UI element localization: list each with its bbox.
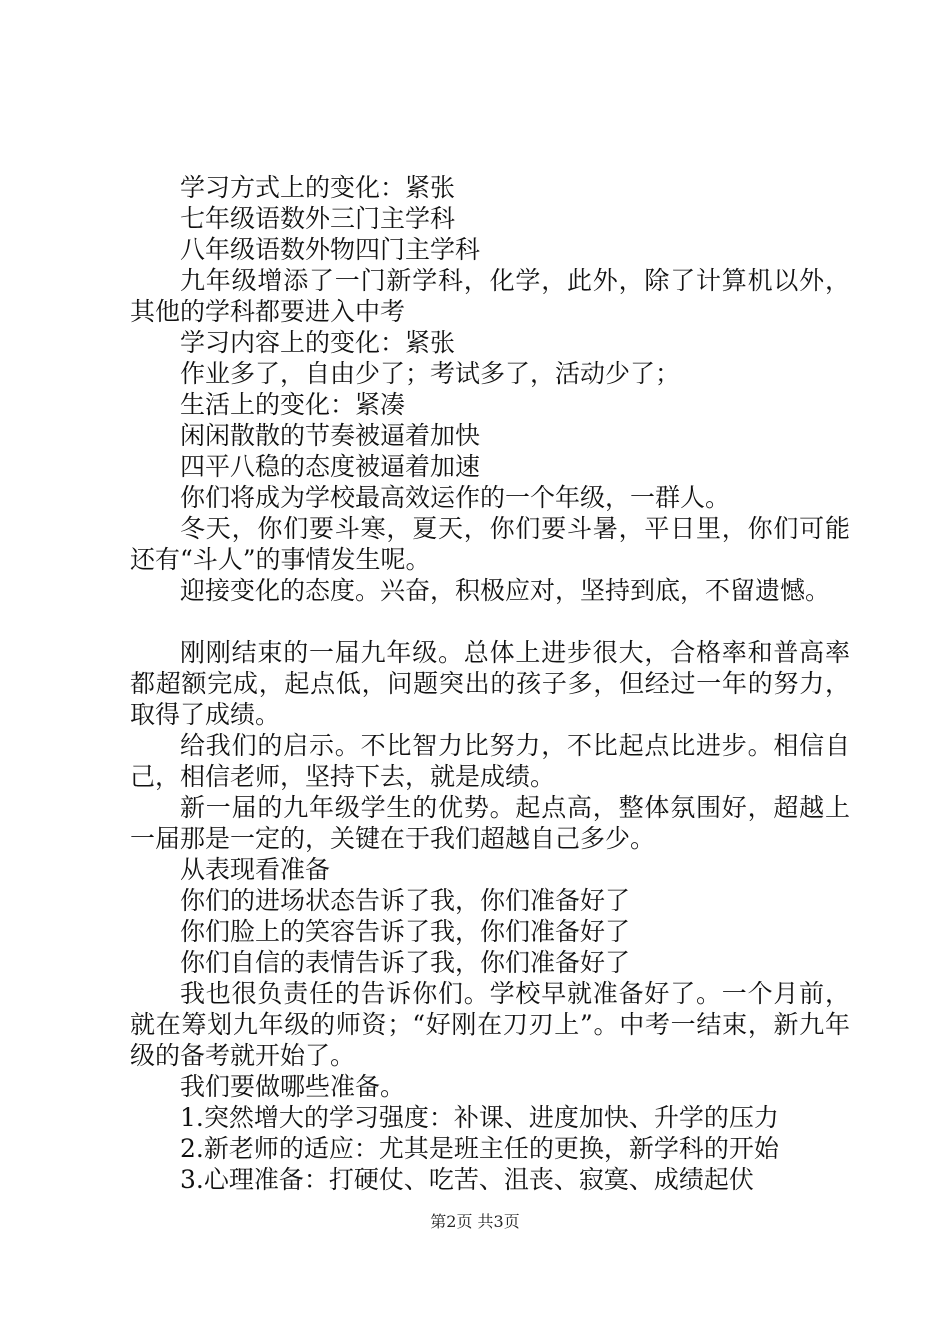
paragraph: 迎接变化的态度。兴奋，积极应对，坚持到底，不留遗憾。 [180,576,831,605]
list-item: 2.新老师的适应：尤其是班主任的更换，新学科的开始 [180,1134,779,1163]
paragraph: 你们自信的表情告诉了我，你们准备好了 [180,948,631,977]
paragraph: 冬天，你们要斗寒，夏天，你们要斗暑，平日里，你们可能还有“斗人”的事情发生呢。 [130,514,850,574]
paragraph: 四平八稳的态度被逼着加速 [180,452,481,481]
paragraph: 九年级增添了一门新学科，化学，此外，除了计算机以外，其他的学科都要进入中考 [130,266,850,326]
page-footer: 第2页 共3页 [430,1212,520,1231]
paragraph: 七年级语数外三门主学科 [180,204,456,233]
document-body [130,172,850,1195]
paragraph: 你们的进场状态告诉了我，你们准备好了 [180,886,631,915]
paragraph: 我也很负责任的告诉你们。学校早就准备好了。一个月前，就在筹划九年级的师资；“好刚在刀刃上”。中考一结束，新九年级的备考就开始了。 [130,979,850,1070]
paragraph: 从表现看准备 [180,855,331,884]
paragraph: 学习方式上的变化：紧张 [180,173,456,202]
paragraph: 你们脸上的笑容告诉了我，你们准备好了 [180,917,631,946]
paragraph: 你们将成为学校最高效运作的一个年级，一群人。 [180,483,731,512]
paragraph: 作业多了，自由少了；考试多了，活动少了； [180,359,681,388]
paragraph: 学习内容上的变化：紧张 [180,328,456,357]
paragraph: 给我们的启示。不比智力比努力，不比起点比进步。相信自己，相信老师，坚持下去，就是成绩。 [130,731,850,791]
paragraph: 我们要做哪些准备。 [180,1072,406,1101]
paragraph: 新一届的九年级学生的优势。起点高，整体氛围好，超越上一届那是一定的，关键在于我们超越自己多少。 [130,793,850,853]
list-item: 3.心理准备：打硬仗、吃苦、沮丧、寂寞、成绩起伏 [180,1165,754,1194]
list-item: 1.突然增大的学习强度：补课、进度加快、升学的压力 [180,1103,779,1132]
paragraph: 八年级语数外物四门主学科 [180,235,481,264]
paragraph: 生活上的变化：紧凑 [180,390,406,419]
paragraph: 闲闲散散的节奏被逼着加快 [180,421,481,450]
paragraph: 刚刚结束的一届九年级。总体上进步很大，合格率和普高率都超额完成，起点低，问题突出的孩子多，但经过一年的努力，取得了成绩。 [130,638,850,729]
paragraph-gap [130,606,850,637]
